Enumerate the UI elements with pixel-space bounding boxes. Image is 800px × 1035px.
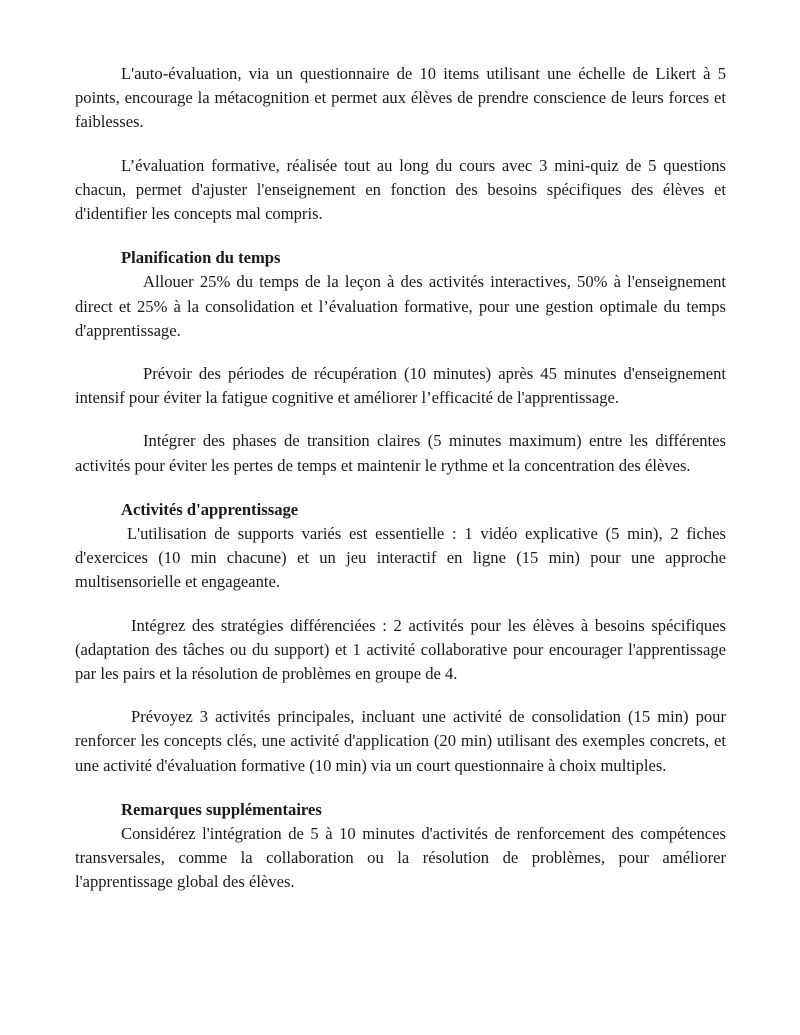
paragraph-main-activities: Prévoyez 3 activités principales, incluant une activité de consolidation (15 min) pour renforcer les concepts clés, une activité d'application (20 min) utilisant des exemples concrets, et une activité d'évaluation formative (10 min) via un court questionnaire à choix multiples. bbox=[75, 707, 726, 775]
paragraph-transition-phases: Intégrer des phases de transition claires (5 minutes maximum) entre les différentes activités pour éviter les pertes de temps et maintenir le rythme et la concentration des élèves. bbox=[75, 431, 726, 475]
paragraph-recovery-periods: Prévoir des périodes de récupération (10 minutes) après 45 minutes d'enseignement intensif pour éviter la fatigue cognitive et améliorer l’efficacité de l'apprentissage. bbox=[75, 364, 726, 408]
heading-learning-activities: Activités d'apprentissage bbox=[121, 499, 299, 519]
document-page bbox=[75, 62, 726, 895]
paragraph-transversal-skills: Considérez l'intégration de 5 à 10 minutes d'activités de renforcement des compétences transversales, comme la collaboration ou la résolution de problèmes, pour améliorer l'apprentissage global des élèves. bbox=[75, 824, 726, 892]
heading-additional-remarks: Remarques supplémentaires bbox=[121, 799, 322, 819]
paragraph-differentiated-strategies: Intégrez des stratégies différenciées : 2 activités pour les élèves à besoins spécifiques (adaptation des tâches ou du support) et 1 activité collaborative pour encourager l'apprentissage par les pairs et la résolution de problèmes en groupe de 4. bbox=[75, 615, 726, 684]
paragraph-varied-supports: L'utilisation de supports variés est essentielle : 1 vidéo explicative (5 min), 2 fiches d'exercices (10 min chacune) et un jeu interactif en ligne (15 min) pour une approche multisensorielle et engageante. bbox=[75, 524, 726, 592]
paragraph-self-assessment: L'auto-évaluation, via un questionnaire de 10 items utilisant une échelle de Likert à 5 points, encourage la métacognition et permet aux élèves de prendre conscience de leurs forces et faiblesses. bbox=[75, 64, 726, 132]
paragraph-formative-evaluation: L’évaluation formative, réalisée tout au long du cours avec 3 mini-quiz de 5 questions chacun, permet d'ajuster l'enseignement en fonction des besoins spécifiques des élèves et d'identifier les concepts mal compris. bbox=[75, 155, 726, 224]
paragraph-time-allocation: Allouer 25% du temps de la leçon à des activités interactives, 50% à l'enseignement direct et 25% à la consolidation et l’évaluation formative, pour une gestion optimale du temps d'apprentissage. bbox=[75, 272, 726, 340]
heading-time-planning: Planification du temps bbox=[121, 248, 281, 268]
